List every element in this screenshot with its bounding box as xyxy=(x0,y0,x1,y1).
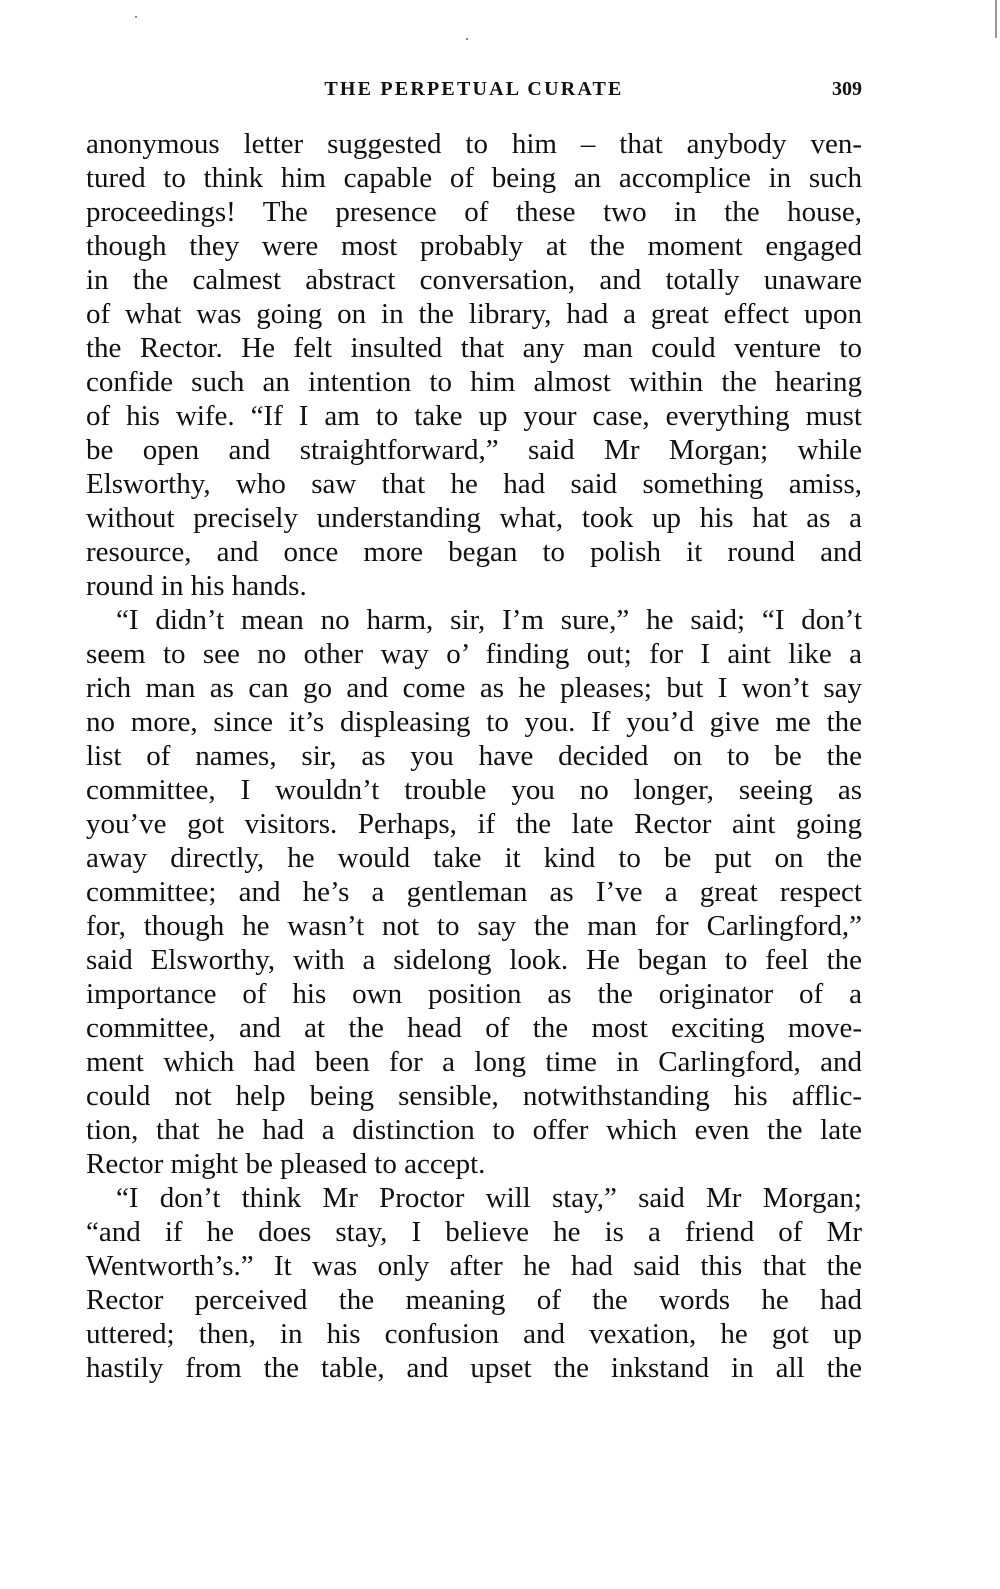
text-line: Wentworth’s.” It was only after he had said this that the xyxy=(86,1250,862,1282)
text-line: proceedings! The presence of these two in the house, xyxy=(86,196,862,228)
text-line: list of names, sir, as you have decided on to be the xyxy=(86,740,862,772)
text-line: round in his hands. xyxy=(86,570,307,602)
text-line: Rector might be pleased to accept. xyxy=(86,1148,486,1180)
text-line: said Elsworthy, with a sidelong look. He began to feel the xyxy=(86,944,862,976)
text-line: seem to see no other way o’ finding out; for I aint like a xyxy=(86,638,862,670)
text-line: the Rector. He felt insulted that any man could venture to xyxy=(86,332,862,364)
text-line: resource, and once more began to polish it round and xyxy=(86,536,862,568)
text-line: though they were most probably at the moment engaged xyxy=(86,230,862,262)
page-number: 309 xyxy=(832,78,862,100)
text-line: Rector perceived the meaning of the words he had xyxy=(86,1284,862,1316)
text-line: rich man as can go and come as he pleases; but I won’t say xyxy=(86,672,862,704)
text-line: “and if he does stay, I believe he is a friend of Mr xyxy=(86,1216,862,1248)
scan-speck xyxy=(466,38,468,40)
text-line: of his wife. “If I am to take up your case, everything must xyxy=(86,400,862,432)
text-line: confide such an intention to him almost within the hearing xyxy=(86,366,862,398)
text-line: for, though he wasn’t not to say the man for Carlingford,” xyxy=(86,910,862,942)
scan-speck xyxy=(135,16,137,18)
text-line: tion, that he had a distinction to offer which even the late xyxy=(86,1114,862,1146)
page-header xyxy=(86,76,862,102)
text-line: be open and straightforward,” said Mr Morgan; while xyxy=(86,434,862,466)
body-text xyxy=(86,127,862,1385)
text-line: “I don’t think Mr Proctor will stay,” said Mr Morgan; xyxy=(116,1182,862,1214)
text-line: importance of his own position as the originator of a xyxy=(86,978,862,1010)
text-line: hastily from the table, and upset the inkstand in all the xyxy=(86,1352,862,1384)
text-line: tured to think him capable of being an accomplice in such xyxy=(86,162,862,194)
text-line: committee, I wouldn’t trouble you no longer, seeing as xyxy=(86,774,862,806)
text-line: you’ve got visitors. Perhaps, if the late Rector aint going xyxy=(86,808,862,840)
text-line: in the calmest abstract conversation, and totally unaware xyxy=(86,264,862,296)
text-line: no more, since it’s displeasing to you. If you’d give me the xyxy=(86,706,862,738)
scan-edge-mark xyxy=(995,0,997,38)
text-line: without precisely understanding what, took up his hat as a xyxy=(86,502,862,534)
text-line: could not help being sensible, notwithstanding his afflic- xyxy=(86,1080,862,1112)
text-line: Elsworthy, who saw that he had said something amiss, xyxy=(86,468,862,500)
text-line: ment which had been for a long time in Carlingford, and xyxy=(86,1046,862,1078)
text-line: uttered; then, in his confusion and vexation, he got up xyxy=(86,1318,862,1350)
text-line: anonymous letter suggested to him – that anybody ven- xyxy=(86,128,862,160)
text-line: of what was going on in the library, had a great effect upon xyxy=(86,298,862,330)
text-line: committee, and at the head of the most exciting move- xyxy=(86,1012,862,1044)
text-line: “I didn’t mean no harm, sir, I’m sure,” he said; “I don’t xyxy=(116,604,862,636)
text-line: committee; and he’s a gentleman as I’ve a great respect xyxy=(86,876,862,908)
text-line: away directly, he would take it kind to be put on the xyxy=(86,842,862,874)
running-title: THE PERPETUAL CURATE xyxy=(324,78,624,100)
